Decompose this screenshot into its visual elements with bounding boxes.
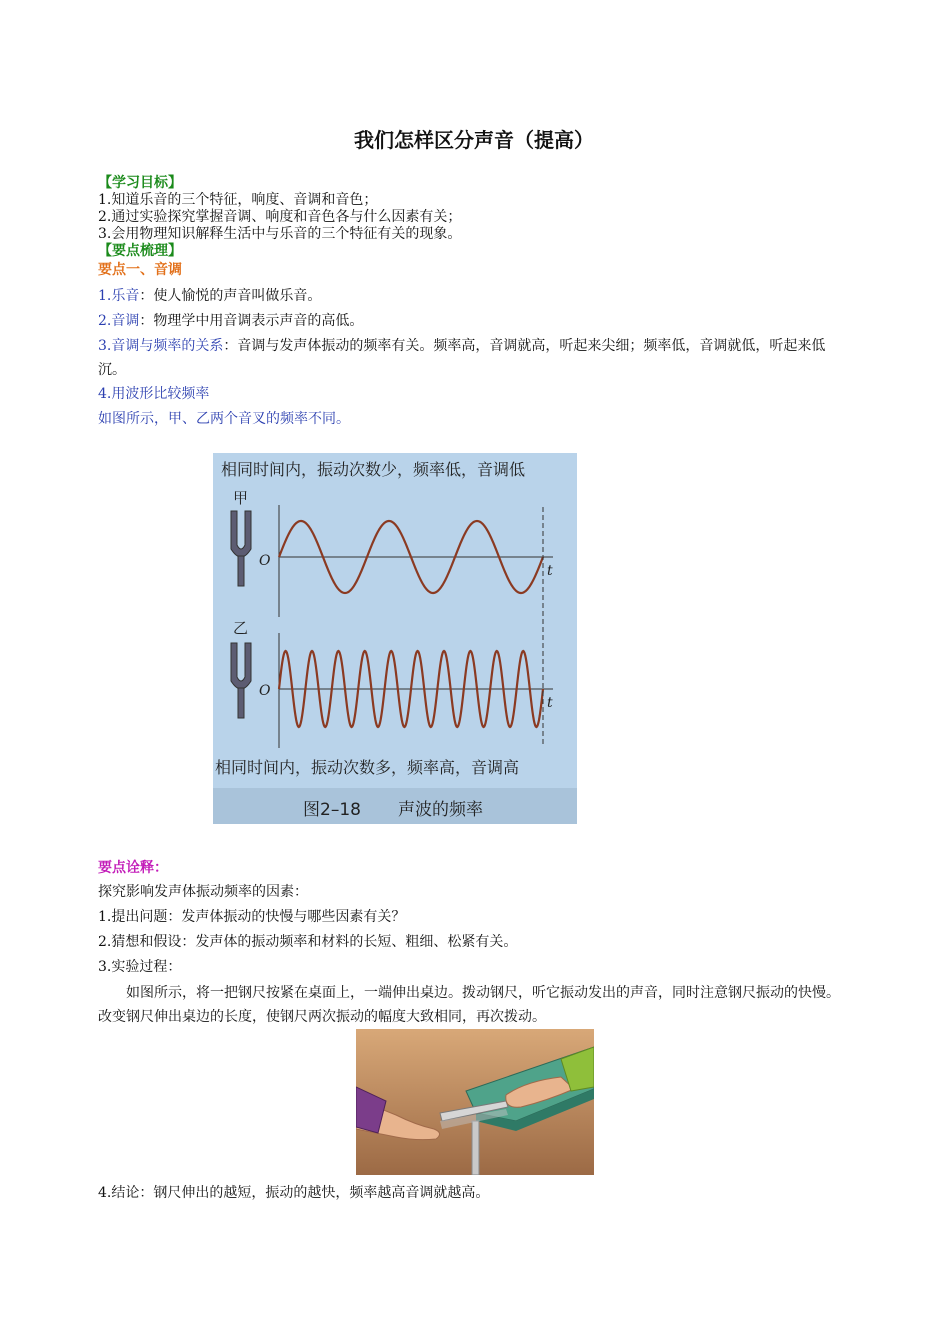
ruler-experiment-illustration <box>356 1029 594 1175</box>
term-music-tone: 1.乐音 <box>98 288 140 304</box>
label-yi: 乙 <box>233 619 249 637</box>
point1-item-1 <box>98 284 852 308</box>
t-label-b: t <box>547 695 553 711</box>
point1-item-3 <box>98 334 852 382</box>
table-leg <box>472 1121 479 1175</box>
point1-item-2-text: ：物理学中用音调表示声音的高低。 <box>139 313 364 329</box>
waveform-high-frequency <box>279 651 543 727</box>
objective-item-1: 1.知道乐音的三个特征，响度、音调和音色； <box>98 192 378 208</box>
notes-conclusion: 4.结论：钢尺伸出的越短，振动的越快，频率越高音调就越高。 <box>98 1185 490 1201</box>
origin-label-b: O <box>259 683 271 699</box>
notes-process-label: 3.实验过程： <box>98 959 182 975</box>
tuning-fork-b-icon <box>231 643 251 718</box>
t-label-a: t <box>547 563 553 579</box>
term-pitch-frequency: 3.音调与频率的关系 <box>98 338 224 354</box>
notes-question: 1.提出问题：发声体振动的快慢与哪些因素有关？ <box>98 909 406 925</box>
notes-process-text: 如图所示，将一把钢尺按紧在桌面上，一端伸出桌边。拨动钢尺，听它振动发出的声音，同时注意钢尺振动的快慢。改变钢尺伸出桌边的长度，使钢尺两次振动的幅度大致相同，再次拨动。 <box>98 985 840 1025</box>
frequency-figure <box>213 453 577 824</box>
term-pitch: 2.音调 <box>98 313 140 329</box>
point1-heading: 要点一、音调 <box>98 262 182 278</box>
label-jia: 甲 <box>233 489 249 507</box>
notes-hypothesis: 2.猜想和假设：发声体的振动频率和材料的长短、粗细、松紧有关。 <box>98 934 518 950</box>
figure-caption-text: 声波的频率 <box>398 800 483 820</box>
point1-sub4-text: 如图所示，甲、乙两个音叉的频率不同。 <box>98 411 350 427</box>
notes-intro: 探究影响发声体振动频率的因素： <box>98 884 308 900</box>
objectives-heading: 【学习目标】 <box>98 175 182 191</box>
point1-item-2 <box>98 309 852 333</box>
caption-band <box>213 788 577 824</box>
tuning-fork-a-icon <box>231 511 251 586</box>
figure-top-text: 相同时间内，振动次数少，频率低，音调低 <box>221 460 526 479</box>
point1-item-3-text: ：音调与发声体振动的频率有关。频率高，音调就高，听起来尖细；频率低，音调就低，听起来低沉。 <box>98 338 826 378</box>
notes-heading: 要点诠释： <box>98 860 168 876</box>
figure-bottom-text: 相同时间内，振动次数多，频率高，音调高 <box>215 758 520 777</box>
point1-sub4: 4.用波形比较频率 <box>98 386 210 402</box>
figure-caption-number: 图2–18 <box>303 800 361 820</box>
objective-item-3: 3.会用物理知识解释生活中与乐音的三个特征有关的现象。 <box>98 226 462 242</box>
page-title: 我们怎样区分声音（提高） <box>354 128 594 152</box>
point1-item-1-text: ：使人愉悦的声音叫做乐音。 <box>139 288 322 304</box>
origin-label-a: O <box>259 553 271 569</box>
objective-item-2: 2.通过实验探究掌握音调、响度和音色各与什么因素有关； <box>98 209 462 225</box>
summary-heading: 【要点梳理】 <box>98 243 182 259</box>
